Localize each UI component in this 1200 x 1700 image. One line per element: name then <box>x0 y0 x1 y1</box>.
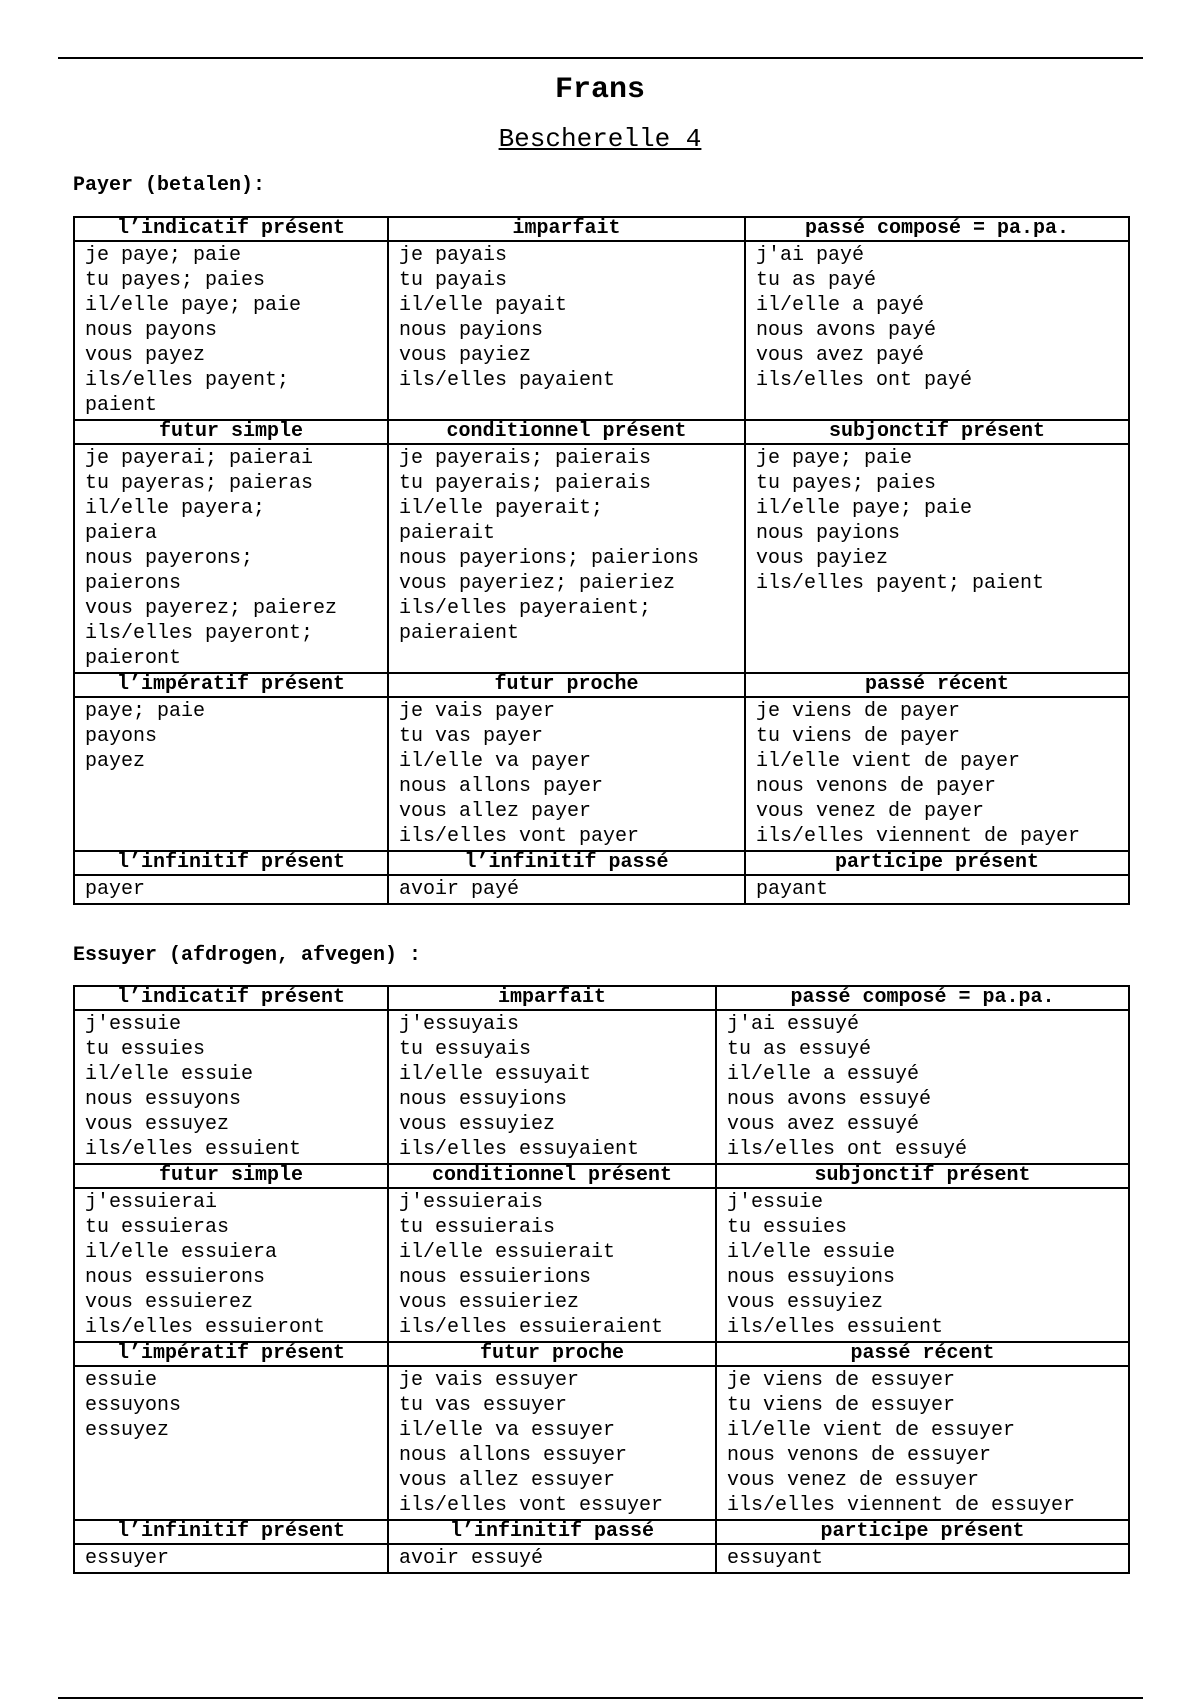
conjugation-form: nous essuyions <box>727 1266 896 1289</box>
conjugation-form: j'essuierai <box>85 1191 218 1214</box>
tense-header: subjonctif présent <box>716 1164 1129 1188</box>
tense-header: conditionnel présent <box>388 420 745 444</box>
conjugation-row <box>74 1188 1129 1342</box>
tense-header: imparfait <box>388 217 745 241</box>
tense-header-row <box>74 217 1129 241</box>
conjugation-form: nous essuierions <box>399 1266 592 1289</box>
conjugation-form: tu essuyais <box>399 1038 532 1061</box>
tense-header: l’infinitif passé <box>388 1520 716 1544</box>
tense-header: l’impératif présent <box>74 673 388 697</box>
conjugation-cell <box>716 1544 1129 1573</box>
bottom-rule <box>58 1697 1143 1699</box>
conjugation-row <box>74 444 1129 673</box>
tense-header-row <box>74 420 1129 444</box>
conjugation-form: paieraient <box>399 622 520 645</box>
conjugation-form: ils/elles payaient <box>399 369 616 392</box>
conjugation-form: avoir essuyé <box>399 1547 544 1570</box>
conjugation-form: nous allons payer <box>399 775 604 798</box>
conjugation-cell <box>388 1366 716 1520</box>
conjugation-form: je paye; paie <box>85 244 242 267</box>
conjugation-cell <box>388 697 745 851</box>
conjugation-table-payer <box>73 216 1130 905</box>
conjugation-form: ils/elles essuieront <box>85 1316 326 1339</box>
conjugation-row <box>74 1544 1129 1573</box>
conjugation-form: paiera <box>85 522 158 545</box>
conjugation-form: tu vas essuyer <box>399 1394 568 1417</box>
conjugation-cell <box>745 444 1129 673</box>
conjugation-row <box>74 1010 1129 1164</box>
conjugation-form: nous venons de payer <box>756 775 997 798</box>
conjugation-table-essuyer <box>73 985 1130 1574</box>
conjugation-form: tu as payé <box>756 269 877 292</box>
conjugation-form: j'essuierais <box>399 1191 544 1214</box>
conjugation-form: il/elle paye; paie <box>756 497 973 520</box>
tense-header: futur proche <box>388 1342 716 1366</box>
conjugation-cell <box>74 1544 388 1573</box>
conjugation-form: il/elle va payer <box>399 750 592 773</box>
conjugation-cell <box>74 241 388 420</box>
conjugation-form: vous essuyiez <box>727 1291 884 1314</box>
conjugation-form: tu essuies <box>727 1216 848 1239</box>
conjugation-form: tu essuierais <box>399 1216 556 1239</box>
conjugation-form: vous allez payer <box>399 800 592 823</box>
conjugation-cell <box>74 697 388 851</box>
conjugation-form: nous payions <box>756 522 901 545</box>
conjugation-cell <box>74 875 388 904</box>
conjugation-row <box>74 697 1129 851</box>
conjugation-form: tu as essuyé <box>727 1038 872 1061</box>
conjugation-form: je vais payer <box>399 700 556 723</box>
document-subtitle-text: Bescherelle 4 <box>498 124 702 154</box>
conjugation-form: j'essuyais <box>399 1013 520 1036</box>
conjugation-form: tu viens de essuyer <box>727 1394 956 1417</box>
conjugation-form: nous payions <box>399 319 544 342</box>
conjugation-form: ils/elles payeront; <box>85 622 314 645</box>
conjugation-form: il/elle vient de essuyer <box>727 1419 1016 1442</box>
conjugation-form: il/elle paye; paie <box>85 294 302 317</box>
tense-header-row <box>74 1342 1129 1366</box>
conjugation-cell <box>745 875 1129 904</box>
conjugation-cell <box>388 1544 716 1573</box>
conjugation-form: vous payiez <box>756 547 889 570</box>
conjugation-cell <box>388 241 745 420</box>
tense-header-row <box>74 673 1129 697</box>
conjugation-form: essuyer <box>85 1547 170 1570</box>
conjugation-form: j'essuie <box>727 1191 824 1214</box>
conjugation-form: ils/elles payent; paient <box>756 572 1045 595</box>
conjugation-form: il/elle payait <box>399 294 568 317</box>
tense-header-row <box>74 1520 1129 1544</box>
document-title: Frans <box>554 73 645 107</box>
conjugation-cell <box>74 1366 388 1520</box>
conjugation-form: j'ai essuyé <box>727 1013 860 1036</box>
tense-header: futur proche <box>388 673 745 697</box>
tense-header: l’infinitif présent <box>74 1520 388 1544</box>
conjugation-row <box>74 875 1129 904</box>
conjugation-cell <box>388 1188 716 1342</box>
conjugation-form: essuyons <box>85 1394 182 1417</box>
tense-header: futur simple <box>74 1164 388 1188</box>
conjugation-form: tu payes; paies <box>85 269 266 292</box>
conjugation-form: il/elle va essuyer <box>399 1419 616 1442</box>
conjugation-form: ils/elles viennent de essuyer <box>727 1494 1076 1517</box>
conjugation-form: vous payerez; paierez <box>85 597 338 620</box>
conjugation-form: payant <box>756 878 829 901</box>
conjugation-form: vous payez <box>85 344 206 367</box>
conjugation-form: je viens de payer <box>756 700 961 723</box>
conjugation-form: nous essuierons <box>85 1266 266 1289</box>
conjugation-form: tu payais <box>399 269 508 292</box>
tense-header: l’impératif présent <box>74 1342 388 1366</box>
conjugation-form: nous avons essuyé <box>727 1088 932 1111</box>
conjugation-form: il/elle essuiera <box>85 1241 278 1264</box>
conjugation-form: paieront <box>85 647 182 670</box>
verb-heading-payer: Payer (betalen): <box>73 174 266 197</box>
conjugation-form: essuie <box>85 1369 158 1392</box>
conjugation-form: paierait <box>399 522 496 545</box>
tense-header: imparfait <box>388 986 716 1010</box>
tense-header: l’indicatif présent <box>74 986 388 1010</box>
conjugation-form: nous payerons; <box>85 547 254 570</box>
conjugation-form: je viens de essuyer <box>727 1369 956 1392</box>
conjugation-form: nous allons essuyer <box>399 1444 628 1467</box>
conjugation-cell <box>716 1366 1129 1520</box>
tense-header: subjonctif présent <box>745 420 1129 444</box>
conjugation-form: je paye; paie <box>756 447 913 470</box>
conjugation-form: ils/elles viennent de payer <box>756 825 1081 848</box>
conjugation-cell <box>388 875 745 904</box>
document-subtitle <box>0 121 1200 157</box>
conjugation-form: nous venons de essuyer <box>727 1444 992 1467</box>
conjugation-form: j'essuie <box>85 1013 182 1036</box>
conjugation-form: je payais <box>399 244 508 267</box>
tense-header: participe présent <box>716 1520 1129 1544</box>
conjugation-form: essuyant <box>727 1547 824 1570</box>
tense-header: l’infinitif passé <box>388 851 745 875</box>
conjugation-form: ils/elles vont essuyer <box>399 1494 664 1517</box>
conjugation-form: avoir payé <box>399 878 520 901</box>
conjugation-form: je payerais; paierais <box>399 447 652 470</box>
conjugation-form: tu essuieras <box>85 1216 230 1239</box>
conjugation-form: tu payerais; paierais <box>399 472 652 495</box>
conjugation-cell <box>74 1188 388 1342</box>
conjugation-form: il/elle a essuyé <box>727 1063 920 1086</box>
tense-header: passé récent <box>716 1342 1129 1366</box>
tense-header-row <box>74 1164 1129 1188</box>
conjugation-form: il/elle essuie <box>727 1241 896 1264</box>
conjugation-cell <box>745 241 1129 420</box>
tense-header: participe présent <box>745 851 1129 875</box>
conjugation-form: nous essuyons <box>85 1088 242 1111</box>
conjugation-form: il/elle payera; <box>85 497 266 520</box>
conjugation-form: payons <box>85 725 158 748</box>
conjugation-form: vous allez essuyer <box>399 1469 616 1492</box>
conjugation-form: vous essuierez <box>85 1291 254 1314</box>
conjugation-form: nous avons payé <box>756 319 937 342</box>
conjugation-form: ils/elles payeraient; <box>399 597 652 620</box>
conjugation-form: ils/elles essuyaient <box>399 1138 640 1161</box>
conjugation-form: nous payerions; paierions <box>399 547 700 570</box>
tense-header: futur simple <box>74 420 388 444</box>
conjugation-form: vous essuieriez <box>399 1291 580 1314</box>
tense-header: passé composé = pa.pa. <box>716 986 1129 1010</box>
conjugation-form: vous venez de payer <box>756 800 985 823</box>
conjugation-form: ils/elles ont payé <box>756 369 973 392</box>
conjugation-form: payer <box>85 878 146 901</box>
conjugation-form: tu viens de payer <box>756 725 961 748</box>
conjugation-form: vous avez payé <box>756 344 925 367</box>
conjugation-form: ils/elles essuient <box>727 1316 944 1339</box>
conjugation-form: vous essuyiez <box>399 1113 556 1136</box>
conjugation-form: j'ai payé <box>756 244 865 267</box>
conjugation-form: il/elle payerait; <box>399 497 604 520</box>
conjugation-form: tu payeras; paieras <box>85 472 314 495</box>
conjugation-cell <box>74 1010 388 1164</box>
conjugation-form: payez <box>85 750 146 773</box>
conjugation-form: il/elle essuie <box>85 1063 254 1086</box>
conjugation-form: je payerai; paierai <box>85 447 314 470</box>
conjugation-row <box>74 1366 1129 1520</box>
conjugation-form: je vais essuyer <box>399 1369 580 1392</box>
conjugation-form: vous venez de essuyer <box>727 1469 980 1492</box>
conjugation-cell <box>388 444 745 673</box>
conjugation-form: ils/elles essuient <box>85 1138 302 1161</box>
tense-header-row <box>74 986 1129 1010</box>
conjugation-cell <box>74 444 388 673</box>
conjugation-form: ils/elles vont payer <box>399 825 640 848</box>
conjugation-form: paye; paie <box>85 700 206 723</box>
top-rule <box>58 57 1143 59</box>
conjugation-form: tu vas payer <box>399 725 544 748</box>
conjugation-form: ils/elles payent; <box>85 369 290 392</box>
conjugation-form: vous payeriez; paieriez <box>399 572 676 595</box>
conjugation-form: vous avez essuyé <box>727 1113 920 1136</box>
conjugation-form: paient <box>85 394 158 417</box>
conjugation-form: vous payiez <box>399 344 532 367</box>
tense-header-row <box>74 851 1129 875</box>
conjugation-form: il/elle essuyait <box>399 1063 592 1086</box>
conjugation-row <box>74 241 1129 420</box>
tense-header: passé récent <box>745 673 1129 697</box>
tense-header: l’indicatif présent <box>74 217 388 241</box>
conjugation-form: nous payons <box>85 319 218 342</box>
conjugation-form: tu payes; paies <box>756 472 937 495</box>
conjugation-form: tu essuies <box>85 1038 206 1061</box>
conjugation-form: essuyez <box>85 1419 170 1442</box>
tense-header: conditionnel présent <box>388 1164 716 1188</box>
conjugation-form: paierons <box>85 572 182 595</box>
conjugation-form: ils/elles essuieraient <box>399 1316 664 1339</box>
conjugation-form: ils/elles ont essuyé <box>727 1138 968 1161</box>
conjugation-form: il/elle essuierait <box>399 1241 616 1264</box>
conjugation-cell <box>388 1010 716 1164</box>
conjugation-form: vous essuyez <box>85 1113 230 1136</box>
conjugation-form: nous essuyions <box>399 1088 568 1111</box>
conjugation-cell <box>716 1188 1129 1342</box>
conjugation-cell <box>745 697 1129 851</box>
tense-header: passé composé = pa.pa. <box>745 217 1129 241</box>
conjugation-cell <box>716 1010 1129 1164</box>
tense-header: l’infinitif présent <box>74 851 388 875</box>
verb-heading-essuyer: Essuyer (afdrogen, afvegen) : <box>73 944 422 967</box>
conjugation-form: il/elle vient de payer <box>756 750 1021 773</box>
conjugation-form: il/elle a payé <box>756 294 925 317</box>
